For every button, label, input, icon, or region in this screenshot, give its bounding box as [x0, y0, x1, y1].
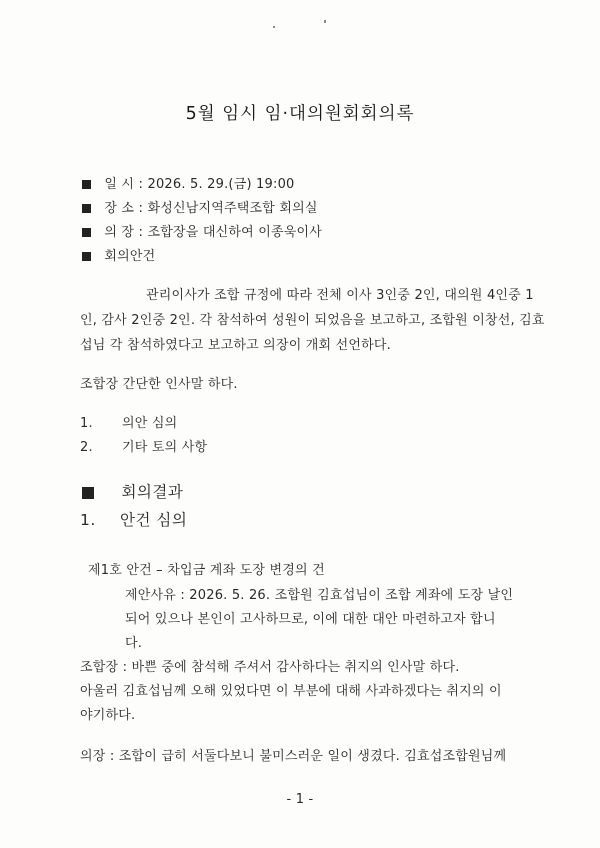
- document-title: 5월 임시 임·대의원회회의록: [185, 104, 415, 124]
- speaker-line: 의장 : 조합이 급히 서둘다보니 불미스러운 일이 생겼다. 김효섭조합원님께: [80, 749, 507, 764]
- chair-line-3: 야기하다.: [80, 708, 136, 723]
- reason-line-2: 되어 있으나 본인이 고사하므로, 이에 대한 대안 마련하고자 합니: [125, 612, 496, 627]
- item1-title: 제1호 안건 – 차입금 계좌 도장 변경의 건: [88, 563, 325, 578]
- chair-line-2: 아울러 김효섭님께 오해 있었다면 이 부분에 대해 사과하겠다는 취지의 이: [80, 684, 502, 699]
- agenda-item-1: [80, 412, 177, 431]
- square-bullet-icon: [82, 487, 94, 499]
- greeting-line: 조합장 간단한 인사말 하다.: [80, 377, 238, 392]
- info-date-value: 2026. 5. 29.(금) 19:00: [147, 177, 295, 192]
- body-line-2: 인, 감사 2인중 2인. 각 참석하여 성원이 되었음을 보고하고, 조합원 이창선, 김효: [80, 313, 545, 328]
- agenda-heading: 회의안건: [82, 245, 155, 264]
- agenda-item-num: 2.: [80, 440, 93, 455]
- agenda-item-text: 기타 토의 사항: [122, 440, 208, 455]
- reason-line-3: 다.: [125, 636, 143, 651]
- agenda-item-text: 의안 심의: [122, 416, 178, 431]
- info-date: 일 시 : 2026. 5. 29.(금) 19:00: [82, 173, 295, 192]
- page-number: - 1 -: [286, 792, 314, 807]
- section-text: 안건 심의: [120, 511, 188, 529]
- scan-speck: [273, 26, 275, 28]
- info-chair: 의 장 : 조합장을 대신하여 이종욱이사: [82, 221, 322, 240]
- square-bullet-icon: [82, 252, 91, 261]
- square-bullet-icon: [82, 228, 91, 237]
- section-1-heading: [80, 508, 187, 530]
- section-num: 1.: [80, 511, 96, 529]
- body-line-3: 섭님 각 참석하였다고 보고하고 의장이 개회 선언하다.: [80, 338, 392, 353]
- square-bullet-icon: [82, 204, 91, 213]
- reason-line-1: 제안사유 : 2026. 5. 26. 조합원 김효섭님이 조합 계좌에 도장 날인: [125, 588, 514, 603]
- scan-speck: [324, 20, 326, 23]
- info-chair-label: 의 장: [104, 225, 135, 240]
- agenda-item-num: 1.: [80, 416, 93, 431]
- body-line-1: 관리이사가 조합 규정에 따라 전체 이사 3인중 2인, 대의원 4인중 1: [146, 288, 534, 303]
- info-place: 장 소 : 화성신남지역주택조합 회의실: [82, 197, 318, 216]
- chair-line-1: 조합장 : 바쁜 중에 참석해 주셔서 감사하다는 취지의 인사말 하다.: [80, 660, 460, 675]
- agenda-item-2: [80, 436, 207, 455]
- info-date-label: 일 시: [104, 177, 135, 192]
- square-bullet-icon: [82, 180, 91, 189]
- info-place-label: 장 소: [104, 201, 135, 216]
- info-place-value: 화성신남지역주택조합 회의실: [147, 201, 318, 216]
- info-chair-value: 조합장을 대신하여 이종욱이사: [147, 225, 322, 240]
- results-heading: 회의결과: [82, 480, 183, 502]
